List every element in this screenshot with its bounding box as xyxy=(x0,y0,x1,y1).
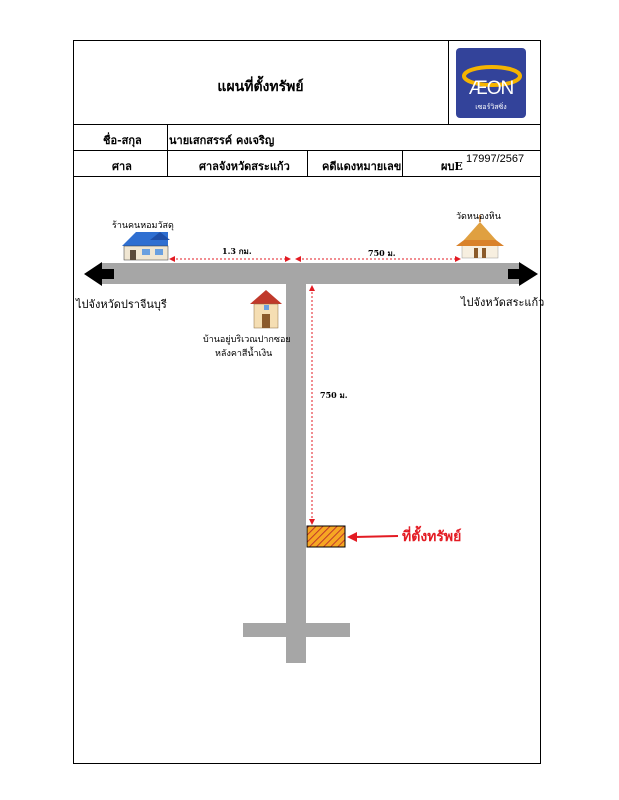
distance-left-label: 1.3 กม. xyxy=(222,246,252,256)
main-road xyxy=(100,263,520,284)
name-value: นายเสกสรรค์ คงเจริญ xyxy=(169,134,275,147)
house-label-line1: บ้านอยู่บริเวณปากซอย xyxy=(203,335,291,345)
distance-down-label: 750 ม. xyxy=(320,390,348,400)
house-label-line2: หลังคาสีน้ำเงิน xyxy=(215,349,273,359)
direction-left-label: ไปจังหวัดปราจีนบุรี xyxy=(76,298,167,311)
case-prefix: ผบE xyxy=(441,160,463,173)
court-label: ศาล xyxy=(112,160,132,173)
property-label: ที่ตั้งทรัพย์ xyxy=(402,529,462,545)
logo-subtitle: เซอร์วิสซิ่ง xyxy=(475,103,507,111)
distance-right-label: 750 ม. xyxy=(368,248,396,258)
shop-icon xyxy=(122,232,170,260)
court-value: ศาลจังหวัดสระแก้ว xyxy=(199,160,290,173)
case-number: 17997/2567 xyxy=(466,153,525,165)
page-title: แผนที่ตั้งทรัพย์ xyxy=(217,79,304,95)
name-label: ชื่อ-สกุล xyxy=(103,134,142,147)
side-road xyxy=(286,263,306,663)
logo-name: ÆON xyxy=(468,78,514,99)
property-marker xyxy=(307,526,345,547)
direction-right-label: ไปจังหวัดสระแก้ว xyxy=(461,296,545,309)
cross-road xyxy=(243,623,350,637)
temple-label: วัดหนองหิน xyxy=(456,212,501,222)
shop-label: ร้านคนหอมวัสดุ xyxy=(112,221,174,231)
house-icon xyxy=(250,290,282,328)
case-label: คดีแดงหมายเลข xyxy=(322,160,402,173)
property-pointer-arrow xyxy=(347,532,398,542)
